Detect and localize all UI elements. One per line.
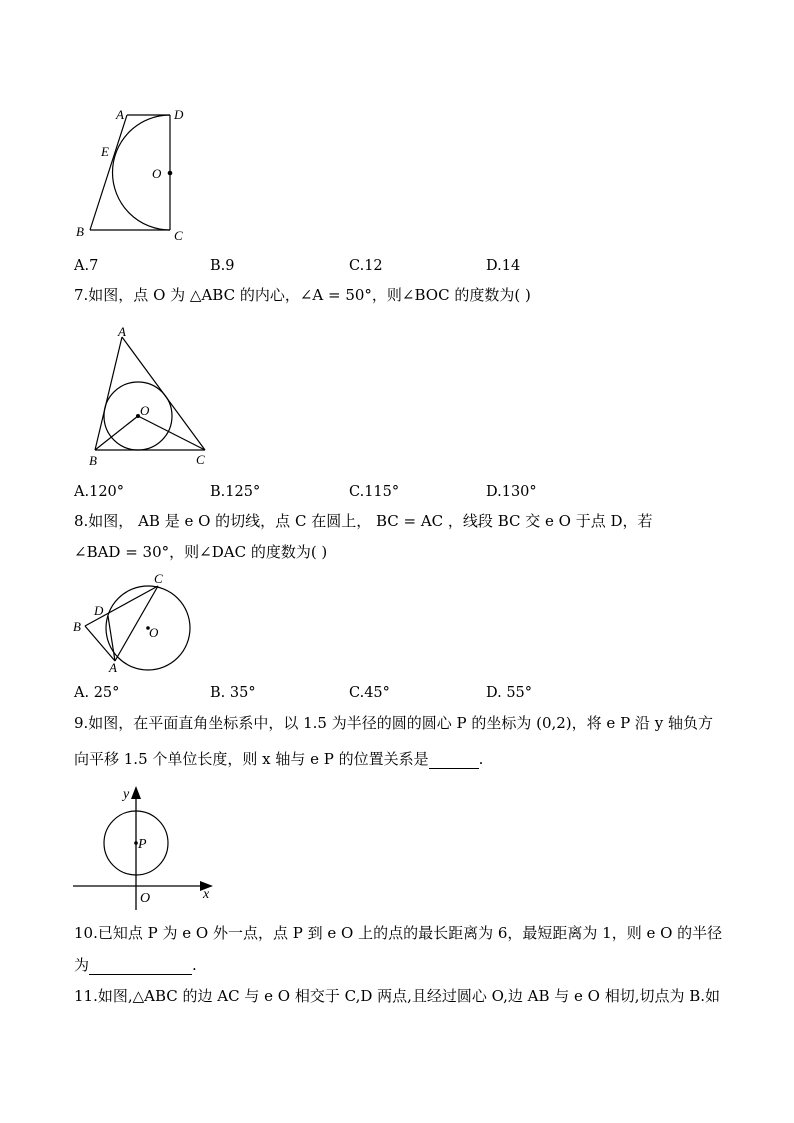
label-x: x xyxy=(203,887,210,902)
q6-option-a: A.7 xyxy=(74,258,99,274)
label-O: O xyxy=(140,891,151,906)
label-O: O xyxy=(140,403,150,418)
label-A: A xyxy=(118,324,126,339)
figure-q8 xyxy=(68,572,198,677)
q8-stem-line2: ∠BAD = 30°，则∠DAC 的度数为( ) xyxy=(74,543,328,561)
label-O: O xyxy=(152,166,162,181)
label-B: B xyxy=(76,224,84,239)
label-E: E xyxy=(101,144,109,159)
label-C: C xyxy=(196,452,205,467)
figure-q9 xyxy=(68,782,228,912)
label-A: A xyxy=(116,107,124,122)
q11-stem-line1: 11.如图,△ABC 的边 AC 与 e O 相交于 C,D 两点,且经过圆心 O,边 AB 与 e O 相切,切点为 B.如 xyxy=(74,987,721,1005)
figure-q6 xyxy=(70,100,200,250)
q8-stem-line1: 8.如图， AB 是 e O 的切线，点 C 在圆上， BC = AC ，线段 BC 交 e O 于点 D，若 xyxy=(74,512,653,530)
label-D: D xyxy=(174,107,184,122)
q7-option-b: B.125° xyxy=(210,484,261,500)
label-B: B xyxy=(89,453,97,468)
label-B: B xyxy=(73,619,81,634)
q8-option-b: B. 35° xyxy=(210,685,256,701)
label-A: A xyxy=(109,660,117,675)
q6-option-d: D.14 xyxy=(486,258,521,274)
q8-option-d: D. 55° xyxy=(486,685,533,701)
q9-stem-line1: 9.如图，在平面直角坐标系中，以 1.5 为半径的圆的圆心 P 的坐标为 (0,2)，将 e P 沿 y 轴负方 xyxy=(74,714,713,732)
answer-blank[interactable] xyxy=(429,752,479,769)
label-O: O xyxy=(149,625,159,640)
q6-option-c: C.12 xyxy=(349,258,383,274)
q8-option-a: A. 25° xyxy=(74,685,120,701)
label-D: D xyxy=(94,603,104,618)
q8-option-c: C.45° xyxy=(349,685,390,701)
label-P: P xyxy=(138,837,147,852)
figure-q7 xyxy=(80,322,220,472)
q7-option-c: C.115° xyxy=(349,484,400,500)
q7-option-a: A.120° xyxy=(74,484,125,500)
label-C: C xyxy=(174,228,183,243)
answer-blank[interactable] xyxy=(89,958,192,975)
q10-stem-line2: 为 . xyxy=(74,956,197,974)
label-C: C xyxy=(154,572,163,586)
q7-option-d: D.130° xyxy=(486,484,537,500)
q7-stem: 7.如图，点 O 为 △ABC 的内心，∠A = 50°，则∠BOC 的度数为( ) xyxy=(74,286,531,304)
q10-stem-line1: 10.已知点 P 为 e O 外一点，点 P 到 e O 上的点的最长距离为 6，最短距离为 1，则 e O 的半径 xyxy=(74,924,723,942)
q6-option-b: B.9 xyxy=(210,258,235,274)
q9-stem-line2: 向平移 1.5 个单位长度，则 x 轴与 e P 的位置关系是 . xyxy=(74,750,484,768)
label-y: y xyxy=(123,787,130,802)
